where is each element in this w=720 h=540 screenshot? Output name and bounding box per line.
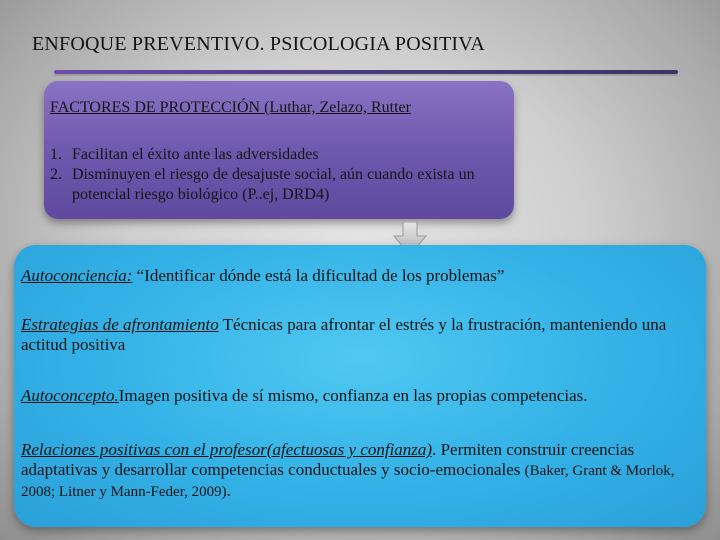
list-item-text: Facilitan el éxito ante las adversidades xyxy=(72,146,319,163)
list-item xyxy=(50,165,510,205)
relationships-term: Relaciones positivas con el profesor(afectuosas y confianza) xyxy=(21,440,433,459)
list-item-number: 2. xyxy=(50,166,62,183)
protection-factors-list xyxy=(50,145,510,205)
self-awareness-text: “Identificar dónde está la dificultad de los problemas” xyxy=(132,266,505,285)
self-concept-term: Autoconcepto. xyxy=(21,386,119,405)
list-item-text: Disminuyen el riesgo de desajuste social, aún cuando exista un potencial riesgo biológico (P..ej, DRD4) xyxy=(72,166,475,203)
coping-paragraph xyxy=(21,315,701,355)
coping-term: Estrategias de afrontamiento xyxy=(21,315,219,334)
relationships-citation: (Baker, Grant & Morlok, 2008; Litner y Mann-Feder, 2009) xyxy=(21,463,675,500)
relationships-text: . Permiten construir creencias adaptativas y desarrollar competencias conductuales y socio-emocionales xyxy=(21,440,635,479)
protection-factors-box xyxy=(44,81,514,219)
title-underline-shadow xyxy=(54,74,678,76)
self-concept-text: Imagen positiva de sí mismo, confianza en las propias competencias. xyxy=(118,386,588,405)
list-item-number: 1. xyxy=(50,146,62,163)
slide-title: ENFOQUE PREVENTIVO. PSICOLOGIA POSITIVA xyxy=(32,33,486,55)
strategies-box xyxy=(14,245,706,527)
relationships-end: . xyxy=(226,481,231,500)
coping-text: Técnicas para afrontar el estrés y la frustración, manteniendo una actitud positiva xyxy=(21,315,667,354)
self-concept-paragraph xyxy=(21,386,701,406)
relationships-paragraph xyxy=(21,440,701,502)
self-awareness-term: Autoconciencia: xyxy=(21,266,133,285)
protection-factors-heading: FACTORES DE PROTECCIÓN (Luthar, Zelazo, Rutter xyxy=(50,99,411,116)
list-item xyxy=(50,145,510,165)
self-awareness-paragraph xyxy=(21,266,701,286)
